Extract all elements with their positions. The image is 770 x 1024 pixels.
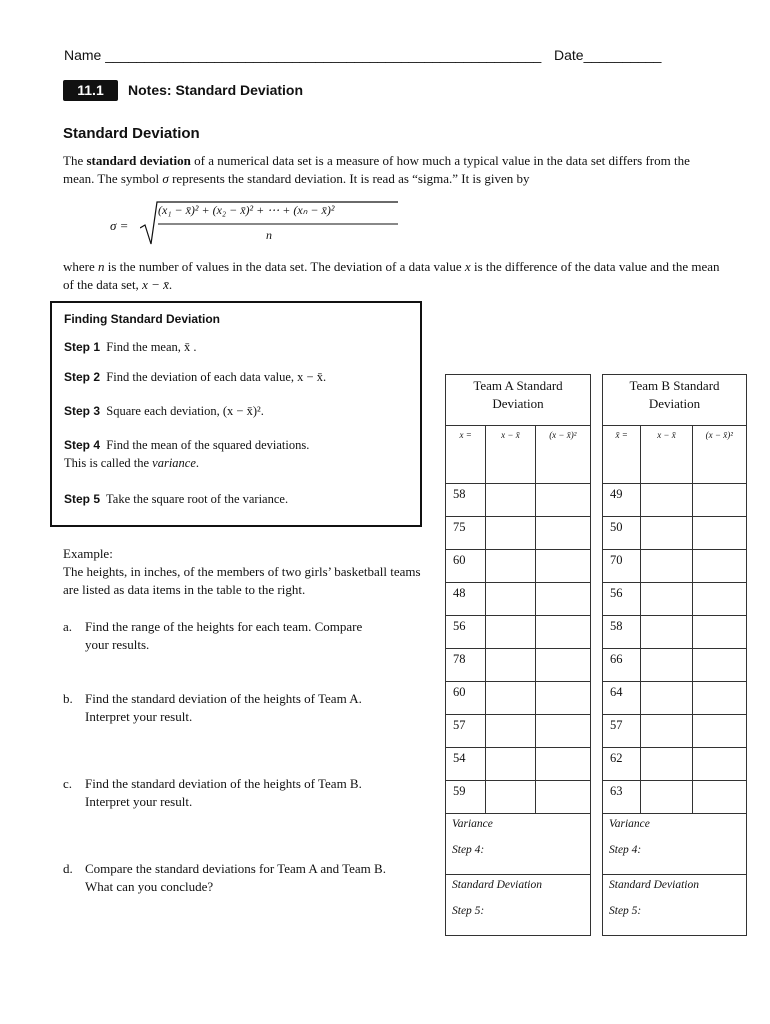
team-a-value: 56 [446, 616, 486, 649]
team-b-col-squared-label: (x − x̄)² [705, 430, 733, 440]
answer-cell[interactable] [641, 748, 692, 781]
table-row [603, 715, 747, 748]
step-4-text-2: This is called the [64, 456, 153, 470]
question-b-line-2: Interpret your result. [85, 709, 193, 724]
team-b-col-deviation [641, 426, 692, 484]
step-5-label: Step 5 [64, 492, 101, 506]
question-b-line-1: Find the standard deviation of the heights of Team A. [85, 691, 362, 706]
where-n: n [98, 259, 105, 274]
name-line[interactable] [64, 47, 541, 63]
team-b-col-x [603, 426, 641, 484]
step-4 [64, 436, 414, 472]
answer-cell[interactable] [641, 550, 692, 583]
answer-cell[interactable] [641, 649, 692, 682]
answer-cell[interactable] [486, 748, 535, 781]
table-row [603, 682, 747, 715]
team-a-sd-step: Step 5: [452, 905, 485, 917]
team-b-value: 49 [603, 484, 641, 517]
answer-cell[interactable] [535, 616, 590, 649]
example-text: The heights, in inches, of the members of two girls’ basketball teams are listed as data items in the table to the right. [63, 564, 421, 597]
team-b-value: 64 [603, 682, 641, 715]
name-label: Name [64, 47, 102, 63]
team-a-title-line-1: Team A Standard [473, 378, 563, 393]
team-a-value: 78 [446, 649, 486, 682]
answer-cell[interactable] [486, 583, 535, 616]
team-a-value: 54 [446, 748, 486, 781]
question-c-label: c. [63, 776, 73, 791]
team-b-sd-step: Step 5: [609, 905, 642, 917]
intro-text-3: represents the standard deviation. It is read as “sigma.” It is given by [168, 171, 530, 186]
steps-box-title: Finding Standard Deviation [64, 312, 221, 326]
formula-lhs: σ = [110, 218, 129, 233]
team-b-value: 57 [603, 715, 641, 748]
answer-cell[interactable] [692, 781, 746, 814]
variance-term: variance [152, 456, 196, 470]
answer-cell[interactable] [692, 616, 746, 649]
date-label: Date [554, 47, 584, 63]
answer-cell[interactable] [535, 781, 590, 814]
step-2-text: Find the deviation of each data value, x − x̄. [106, 370, 327, 384]
table-row [446, 781, 591, 814]
team-b-sd-label: Standard Deviation [609, 879, 699, 891]
step-3-label: Step 3 [64, 404, 101, 418]
answer-cell[interactable] [486, 781, 535, 814]
team-a-sd-label: Standard Deviation [452, 879, 542, 891]
table-row [446, 649, 591, 682]
where-text-3: is the difference of the data value and the mean of the data set, [63, 259, 720, 292]
answer-cell[interactable] [486, 682, 535, 715]
team-a-value: 75 [446, 517, 486, 550]
lesson-title: Notes: Standard Deviation [128, 82, 304, 98]
answer-cell[interactable] [535, 748, 590, 781]
table-row [603, 616, 747, 649]
team-b-variance-label: Variance [609, 818, 650, 830]
question-c [63, 775, 433, 811]
table-row [603, 550, 747, 583]
answer-cell[interactable] [692, 517, 746, 550]
team-b-value: 58 [603, 616, 641, 649]
table-row [446, 484, 591, 517]
team-a-col-deviation [486, 426, 535, 484]
question-a-line-2: your results. [85, 637, 150, 652]
question-c-line-2: Interpret your result. [85, 794, 193, 809]
finding-sd-steps-box [50, 301, 422, 527]
team-a-variance-step: Step 4: [452, 844, 485, 856]
step-5 [64, 490, 414, 508]
answer-cell[interactable] [692, 715, 746, 748]
answer-cell[interactable] [486, 484, 535, 517]
table-row [603, 748, 747, 781]
answer-cell[interactable] [641, 616, 692, 649]
answer-cell[interactable] [486, 715, 535, 748]
step-3 [64, 402, 414, 420]
name-blank[interactable]: ________________________________________________________ [105, 47, 542, 63]
team-a-col-squared [535, 426, 590, 484]
team-b-value: 50 [603, 517, 641, 550]
answer-cell[interactable] [486, 517, 535, 550]
table-row [446, 682, 591, 715]
where-text-1: where [63, 259, 99, 274]
team-b-value: 66 [603, 649, 641, 682]
question-a [63, 618, 433, 654]
answer-cell[interactable] [641, 484, 692, 517]
team-b-value: 63 [603, 781, 641, 814]
where-x: x [464, 259, 471, 274]
intro-text-1: The [63, 153, 87, 168]
team-b-value: 62 [603, 748, 641, 781]
table-row [603, 484, 747, 517]
where-text-4: . [168, 277, 173, 292]
answer-cell[interactable] [535, 682, 590, 715]
team-a-variance-label: Variance [452, 818, 493, 830]
team-a-value: 60 [446, 550, 486, 583]
answer-cell[interactable] [692, 682, 746, 715]
answer-cell[interactable] [692, 550, 746, 583]
step-2 [64, 368, 414, 386]
question-b [63, 690, 433, 726]
date-line[interactable] [554, 47, 661, 63]
team-b-value: 70 [603, 550, 641, 583]
intro-paragraph [63, 152, 723, 188]
question-d [63, 860, 433, 896]
team-b-sd-cell[interactable] [603, 875, 747, 936]
lesson-number-badge: 11.1 [63, 80, 118, 101]
answer-cell[interactable] [641, 517, 692, 550]
question-d-label: d. [63, 861, 73, 876]
question-d-line-2: What can you conclude? [85, 879, 214, 894]
step-5-text: Take the square root of the variance. [106, 492, 289, 506]
answer-cell[interactable] [486, 649, 535, 682]
answer-cell[interactable] [486, 550, 535, 583]
table-row [446, 583, 591, 616]
step-1-text: Find the mean, x̄ . [106, 340, 197, 354]
team-a-title-line-2: Deviation [492, 396, 544, 411]
intro-term: standard deviation [86, 153, 191, 168]
answer-cell[interactable] [486, 616, 535, 649]
question-a-line-1: Find the range of the heights for each team. Compare [85, 619, 363, 634]
team-a-col-squared-label: (x − x̄)² [549, 430, 577, 440]
answer-cell[interactable] [641, 715, 692, 748]
formula-denominator: n [266, 228, 272, 242]
team-b-variance-step: Step 4: [609, 844, 642, 856]
intro-text-2: of a numerical data set is a measure of how much a typical value in the data set differs from the mean. The symbol [63, 153, 690, 186]
table-row [603, 583, 747, 616]
answer-cell[interactable] [692, 748, 746, 781]
team-a-table [445, 374, 591, 936]
team-b-col-deviation-label: x − x̄ [657, 430, 676, 440]
answer-cell[interactable] [535, 517, 590, 550]
team-b-col-x-label: x̄ = [615, 430, 628, 440]
team-a-value: 60 [446, 682, 486, 715]
team-b-title [603, 375, 747, 426]
team-b-table [602, 374, 747, 936]
where-expr: x − x̄ [142, 277, 169, 292]
answer-cell[interactable] [692, 583, 746, 616]
table-row [446, 748, 591, 781]
step-4-text: Find the mean of the squared deviations. [106, 438, 310, 452]
team-b-title-line-1: Team B Standard [629, 378, 720, 393]
example-label: Example: [63, 546, 113, 561]
question-d-line-1: Compare the standard deviations for Team A and Team B. [85, 861, 386, 876]
question-a-label: a. [63, 619, 73, 634]
team-b-col-squared [692, 426, 746, 484]
team-b-title-line-2: Deviation [648, 396, 701, 411]
question-b-label: b. [63, 691, 73, 706]
team-a-sd-cell[interactable] [446, 875, 591, 936]
answer-cell[interactable] [535, 715, 590, 748]
answer-cell[interactable] [641, 682, 692, 715]
table-row [603, 649, 747, 682]
answer-cell[interactable] [535, 550, 590, 583]
team-a-col-x [446, 426, 486, 484]
table-row [446, 550, 591, 583]
answer-cell[interactable] [692, 649, 746, 682]
answer-cell[interactable] [692, 484, 746, 517]
team-a-value: 59 [446, 781, 486, 814]
answer-cell[interactable] [535, 649, 590, 682]
team-a-variance-cell[interactable] [446, 814, 591, 875]
team-a-value: 58 [446, 484, 486, 517]
formula-numerator: (x₁ − x̄)² + (x₂ − x̄)² + ⋯ + (xₙ − x̄)² [158, 203, 335, 217]
answer-cell[interactable] [535, 583, 590, 616]
team-a-value: 48 [446, 583, 486, 616]
team-b-variance-cell[interactable] [603, 814, 747, 875]
example-paragraph [63, 545, 423, 599]
date-blank[interactable]: __________ [583, 47, 662, 63]
where-paragraph [63, 258, 723, 294]
step-1 [64, 338, 414, 356]
answer-cell[interactable] [641, 781, 692, 814]
team-a-value: 57 [446, 715, 486, 748]
step-2-label: Step 2 [64, 370, 101, 384]
table-row [603, 781, 747, 814]
where-text-2: is the number of values in the data set. The deviation of a data value [104, 259, 465, 274]
table-row [446, 517, 591, 550]
team-a-title [446, 375, 591, 426]
team-a-col-x-label: x = [459, 430, 472, 440]
table-row [446, 616, 591, 649]
section-heading: Standard Deviation [63, 125, 200, 142]
table-row [446, 715, 591, 748]
answer-cell[interactable] [641, 583, 692, 616]
answer-cell[interactable] [535, 484, 590, 517]
sigma-symbol: σ [162, 171, 169, 186]
step-4-label: Step 4 [64, 438, 101, 452]
step-4-period: . [195, 456, 200, 470]
standard-deviation-formula [110, 198, 410, 246]
table-row [603, 517, 747, 550]
step-1-label: Step 1 [64, 340, 101, 354]
step-3-text: Square each deviation, (x − x̄)². [106, 404, 264, 418]
question-c-line-1: Find the standard deviation of the heights of Team B. [85, 776, 362, 791]
team-a-col-deviation-label: x − x̄ [501, 430, 520, 440]
team-b-value: 56 [603, 583, 641, 616]
